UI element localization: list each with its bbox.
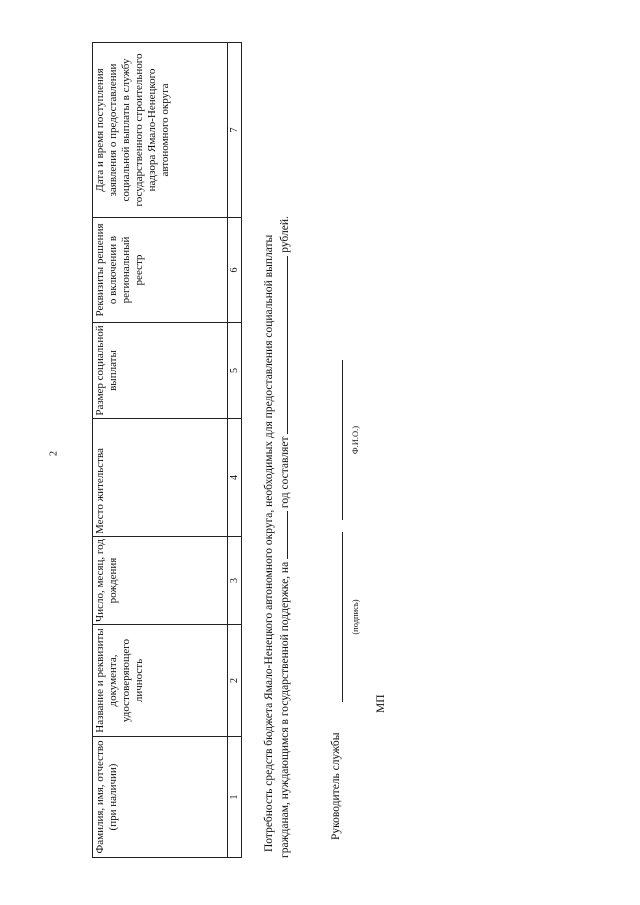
header-registry-decision: Реквизиты решения о включении в региональный реестр — [93, 218, 228, 323]
table-number-row — [228, 43, 242, 858]
funding-paragraph-continued — [277, 216, 293, 858]
page-number: 2 — [48, 451, 60, 456]
funding-paragraph: Потребность средств бюджета Ямало-Ненецкого автономного округа, необходимых для предоставления социальной выплаты — [263, 234, 275, 852]
header-birth-date: Число, месяц, год рождения — [93, 537, 228, 625]
signature-line — [342, 532, 343, 702]
signature-caption: (подпись) — [350, 599, 360, 635]
funding-text-end: рублей. — [279, 216, 291, 253]
header-application-date: Дата и время поступления заявления о предоставлении социальной выплаты в службу государственного строительного надзора Ямало-Ненецкого автономного округа — [93, 43, 228, 218]
recipients-table — [92, 42, 242, 858]
header-full-name: Фамилия, имя, отчество (при наличии) — [93, 737, 228, 858]
column-number: 4 — [228, 419, 242, 537]
column-number: 6 — [228, 218, 242, 323]
column-number: 1 — [228, 737, 242, 858]
signature-row — [330, 320, 370, 840]
amount-blank — [277, 256, 288, 434]
name-line — [342, 360, 343, 520]
rotated-form-page — [92, 38, 640, 858]
funding-text-middle: год составляет — [279, 436, 291, 509]
table-header-row — [93, 43, 228, 858]
stamp-mark: МП — [375, 694, 387, 713]
column-number: 2 — [228, 625, 242, 737]
header-residence: Место жительства — [93, 419, 228, 537]
header-payment-amount: Размер социальной выплаты — [93, 323, 228, 419]
year-blank — [277, 511, 288, 559]
header-identity-document: Название и реквизиты документа, удостоверяющего личность — [93, 625, 228, 737]
funding-text-start: гражданам, нуждающимся в государственной поддержке, на — [279, 561, 291, 858]
column-number: 3 — [228, 537, 242, 625]
column-number: 7 — [228, 43, 242, 218]
signature-label: Руководитель службы — [330, 732, 342, 840]
column-number: 5 — [228, 323, 242, 419]
name-caption: Ф.И.О.) — [350, 425, 360, 455]
